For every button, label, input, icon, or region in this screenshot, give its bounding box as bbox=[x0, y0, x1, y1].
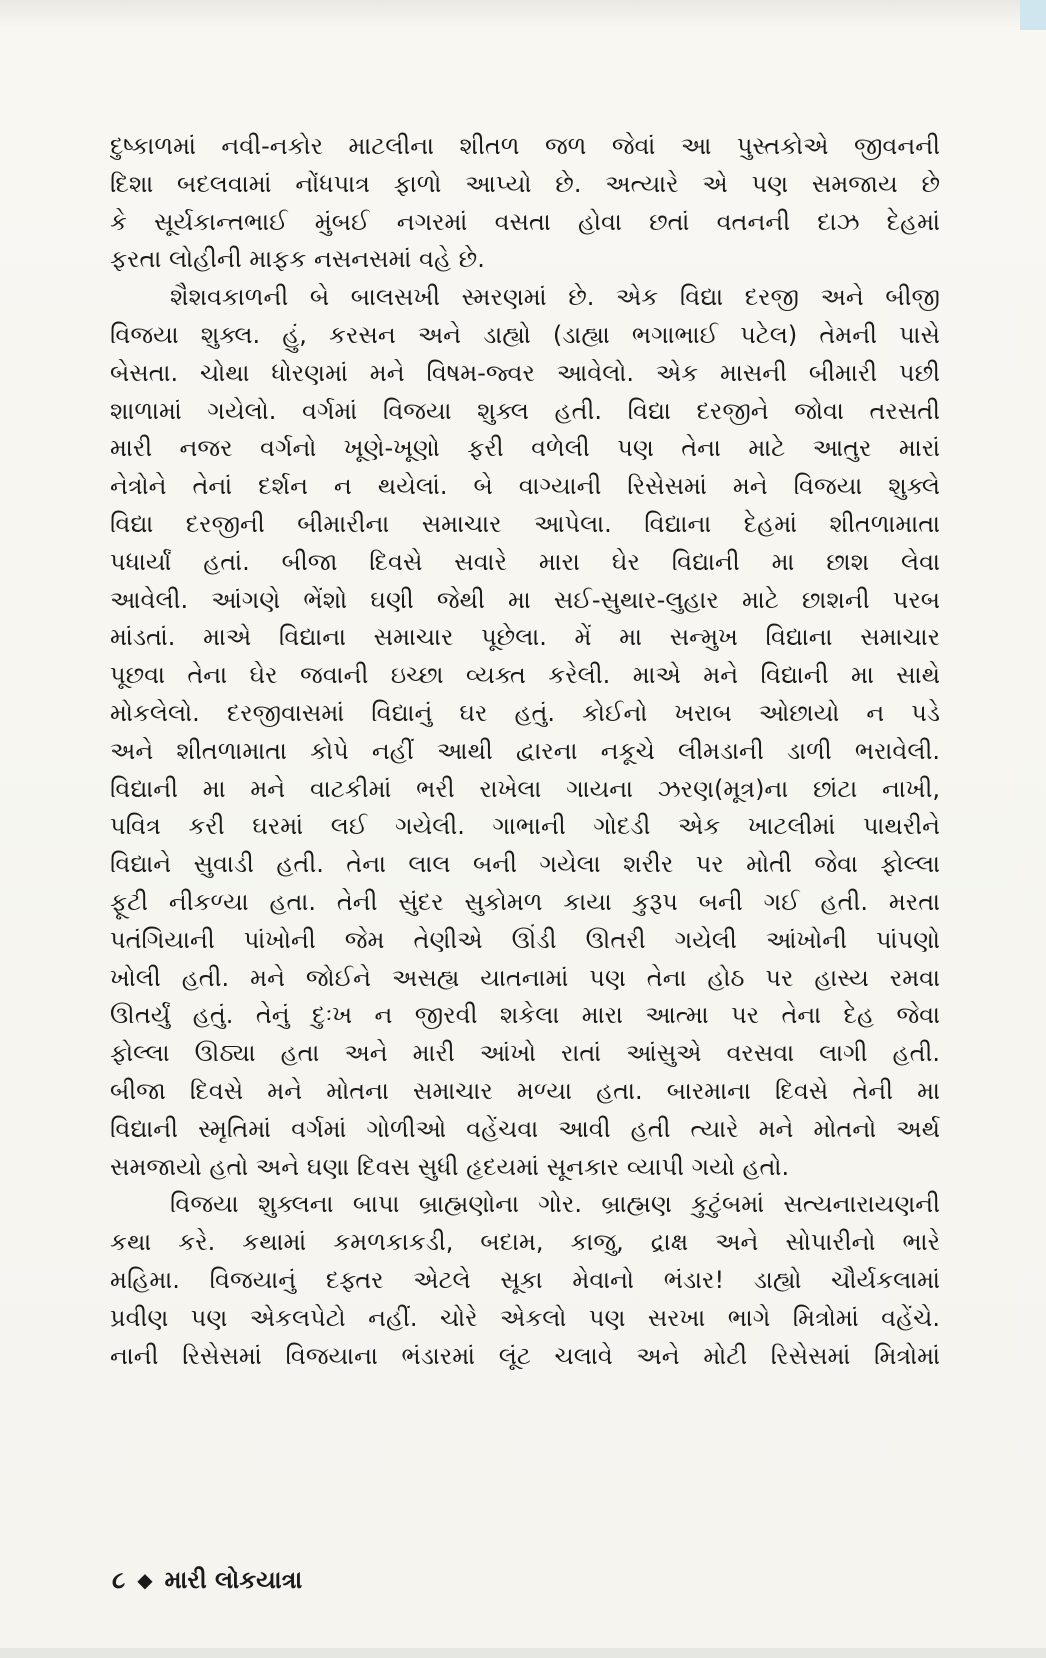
text-line: પવિત્ર કરી ઘરમાં લઈ ગયેલી. ગાભાની ગોદડી એક ખાટલીમાં પાથરીને bbox=[110, 812, 940, 841]
text-line: વિદ્યાની સ્મૃતિમાં વર્ગમાં ગોળીઓ વહેંચવા આવી હતી ત્યારે મને મોતનો અર્થ bbox=[110, 1114, 940, 1143]
text-line: મોકલેલો. દરજીવાસમાં વિદ્યાનું ઘર હતું. કોઈનો ખરાબ ઓછાયો ન પડે bbox=[110, 698, 940, 727]
paragraph bbox=[110, 128, 940, 279]
text-line: માંડતાં. માએ વિદ્યાના સમાચાર પૂછેલા. મેં મા સન્મુખ વિદ્યાના સમાચાર bbox=[110, 623, 940, 652]
text-line: અને શીતળામાતા કોપે નહીં આથી દ્વારના નકૂચે લીમડાની ડાળી ભરાવેલી. bbox=[110, 736, 940, 765]
text-line: દુષ્કાળમાં નવી-નકોર માટલીના શીતળ જળ જેવાં આ પુસ્તકોએ જીવનની bbox=[110, 132, 940, 160]
text-line: દિશા બદલવામાં નોંધપાત્ર ફાળો આપ્યો છે. અત્યારે એ પણ સમજાય છે bbox=[110, 169, 940, 198]
text-line: ઊતર્યું હતું. તેનું દુઃખ ન જીરવી શકેલા મારા આત્મા પર તેના દેહ જેવા bbox=[110, 1001, 940, 1030]
text-line: કે સૂર્યકાન્તભાઈ મુંબઈ નગરમાં વસતા હોવા છતાં વતનની દાઝ દેહમાં bbox=[110, 207, 940, 236]
text-line: પ્રવીણ પણ એકલપેટો નહીં. ચોરે એકલો પણ સરખા ભાગે મિત્રોમાં વહેંચે. bbox=[110, 1303, 940, 1332]
text-line: નેત્રોને તેનાં દર્શન ન થયેલાં. બે વાગ્યાની રિસેસમાં મને વિજયા શુક્લે bbox=[110, 472, 940, 501]
text-line: મારી નજર વર્ગનો ખૂણે-ખૂણો ફરી વળેલી પણ તેના માટે આતુર મારાં bbox=[110, 434, 940, 463]
body-text bbox=[110, 128, 940, 1375]
diamond-icon: ◆ bbox=[137, 1568, 153, 1592]
paragraph bbox=[110, 279, 940, 1186]
text-line: વિજયા શુક્લના બાપા બ્રાહ્મણોના ગોર. બ્રાહ્મણ કુટુંબમાં સત્યનારાયણની bbox=[170, 1190, 940, 1219]
text-line: ફૂટી નીકળ્યા હતા. તેની સુંદર સુકોમળ કાયા કુરૂપ બની ગઈ હતી. મરતા bbox=[110, 887, 940, 916]
text-line: ફોલ્લા ઊઠ્યા હતા અને મારી આંખો રાતાં આંસુએ વરસવા લાગી હતી. bbox=[110, 1039, 940, 1068]
paragraph bbox=[110, 1186, 940, 1375]
text-line: ખોલી હતી. મને જોઈને અસહ્ય યાતનામાં પણ તેના હોઠ પર હાસ્ય રમવા bbox=[110, 963, 940, 992]
text-line: બીજા દિવસે મને મોતના સમાચાર મળ્યા હતા. બારમાના દિવસે તેની મા bbox=[110, 1076, 940, 1105]
text-line: આવેલી. આંગણે ભેંશો ઘણી જેથી મા સઈ-સુથાર-લુહાર માટે છાશની પરબ bbox=[110, 585, 940, 614]
corner-mark bbox=[1020, 0, 1046, 30]
page-top-edge bbox=[0, 0, 1046, 28]
text-line: બેસતા. ચોથા ધોરણમાં મને વિષમ-જ્વર આવેલો. એક માસની બીમારી પછી bbox=[110, 358, 940, 387]
text-line: કથા કરે. કથામાં કમળકાકડી, બદામ, કાજુ, દ્રાક્ષ અને સોપારીનો ભારે bbox=[110, 1228, 940, 1257]
text-line: શૈશવકાળની બે બાલસખી સ્મરણમાં છે. એક વિદ્યા દરજી અને બીજી bbox=[170, 283, 940, 312]
page-footer bbox=[112, 1562, 302, 1598]
page-number: ૮ bbox=[112, 1566, 126, 1594]
page-bottom-edge bbox=[0, 1648, 1046, 1658]
text-line: વિદ્યાની મા મને વાટકીમાં ભરી રાખેલા ગાયના ઝરણ(મૂત્ર)ના છાંટા નાખી, bbox=[110, 774, 940, 803]
text-line: વિદ્યાને સુવાડી હતી. તેના લાલ બની ગયેલા શરીર પર મોતી જેવા ફોલ્લા bbox=[110, 850, 940, 879]
text-line: સમજાયો હતો અને ઘણા દિવસ સુધી હૃદયમાં સૂનકાર વ્યાપી ગયો હતો. bbox=[110, 1152, 790, 1181]
text-line: પતંગિયાની પાંખોની જેમ તેણીએ ઊંડી ઊતરી ગયેલી આંખોની પાંપણો bbox=[110, 925, 940, 954]
text-line: મહિમા. વિજયાનું દફ્તર એટલે સૂકા મેવાનો ભંડાર! ડાહ્યો ચૌર્યકલામાં bbox=[110, 1265, 940, 1294]
text-line: પૂછવા તેના ઘેર જવાની ઇચ્છા વ્યક્ત કરેલી. માએ મને વિદ્યાની મા સાથે bbox=[110, 661, 940, 690]
text-line: નાની રિસેસમાં વિજયાના ભંડારમાં લૂંટ ચલાવે અને મોટી રિસેસમાં મિત્રોમાં bbox=[110, 1341, 940, 1370]
text-line: ફરતા લોહીની માફક નસનસમાં વહે છે. bbox=[110, 245, 485, 274]
running-title: મારી લોકયાત્રા bbox=[164, 1566, 303, 1594]
text-line: વિજયા શુક્લ. હું, કરસન અને ડાહ્યો (ડાહ્યા ભગાભાઈ પટેલ) તેમની પાસે bbox=[110, 320, 940, 349]
text-line: વિદ્યા દરજીની બીમારીના સમાચાર આપેલા. વિદ્યાના દેહમાં શીતળામાતા bbox=[110, 509, 940, 538]
text-line: શાળામાં ગયેલો. વર્ગમાં વિજયા શુક્લ હતી. વિદ્યા દરજીને જોવા તરસતી bbox=[110, 396, 940, 425]
text-line: પધાર્યાં હતાં. બીજા દિવસે સવારે મારા ઘેર વિદ્યાની મા છાશ લેવા bbox=[110, 547, 940, 576]
